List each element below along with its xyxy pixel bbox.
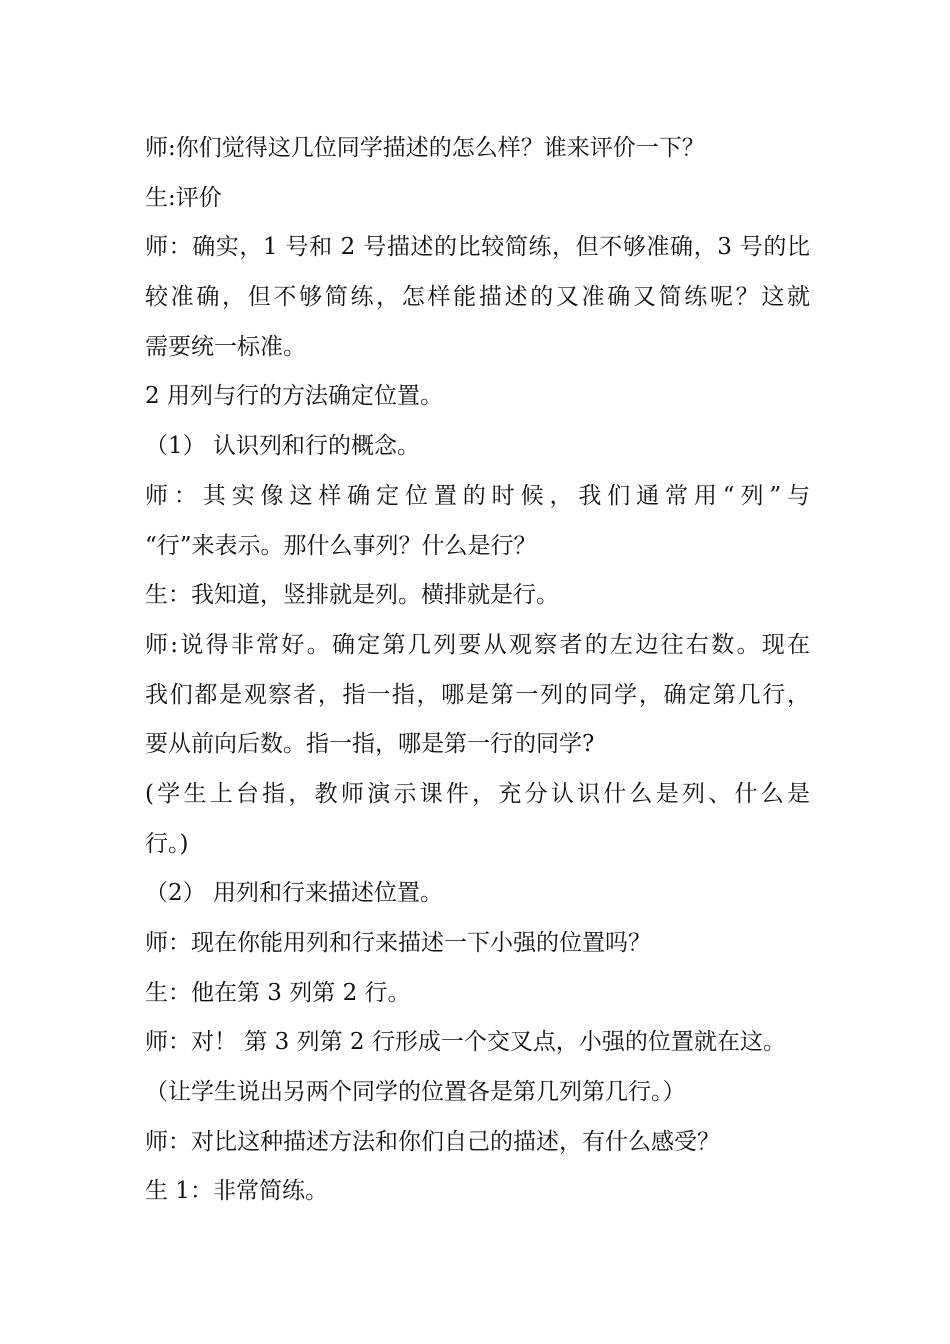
text-line: 师：现在你能用列和行来描述一下小强的位置吗？ bbox=[145, 930, 651, 956]
text-line: 要从前向后数。指一指，哪是第一行的同学? bbox=[145, 731, 595, 758]
text-line: 需要统一标准。 bbox=[145, 333, 306, 360]
text-line: 生 1：非常简练。 bbox=[145, 1178, 328, 1205]
text-line: 师:你们觉得这几位同学描述的怎么样？谁来评价一下？ bbox=[145, 135, 705, 161]
text-line: 生：我知道，竖排就是列。横排就是行。 bbox=[145, 582, 559, 609]
text-line: 师：对比这种描述方法和你们自己的描述，有什么感受？ bbox=[145, 1128, 720, 1155]
text-line: “行”来表示。那什么事列？什么是行？ bbox=[145, 532, 537, 559]
text-line: 师：其实像这样确定位置的时候，我们通常用“列”与 bbox=[145, 482, 810, 509]
text-line: 师:说得非常好。确定第几列要从观察者的左边往右数。现在 bbox=[145, 631, 810, 658]
section-heading: 2 用列与行的方法确定位置。 bbox=[145, 383, 443, 410]
text-line: 我们都是观察者，指一指，哪是第一列的同学，确定第几行， bbox=[145, 681, 810, 708]
text-line: 师：对！ 第 3 列第 2 行形成一个交叉点，小强的位置就在这。 bbox=[145, 1029, 786, 1056]
text-line: (学生上台指，教师演示课件，充分认识什么是列、什么是 bbox=[145, 780, 810, 807]
text-line: 行。) bbox=[145, 830, 189, 857]
text-line: 较准确，但不够简练，怎样能描述的又准确又简练呢？这就 bbox=[145, 284, 810, 311]
text-line: 师：确实，1 号和 2 号描述的比较简练，但不够准确，3 号的比 bbox=[145, 234, 810, 261]
subsection-heading: （2） 用列和行来描述位置。 bbox=[145, 880, 443, 907]
text-line: 生：他在第 3 列第 2 行。 bbox=[145, 979, 411, 1006]
subsection-heading: （1） 认识列和行的概念。 bbox=[145, 433, 420, 460]
text-line: 生:评价 bbox=[145, 184, 222, 211]
document-body bbox=[145, 124, 810, 1217]
text-line: （让学生说出另两个同学的位置各是第几列第几行。） bbox=[145, 1079, 686, 1106]
